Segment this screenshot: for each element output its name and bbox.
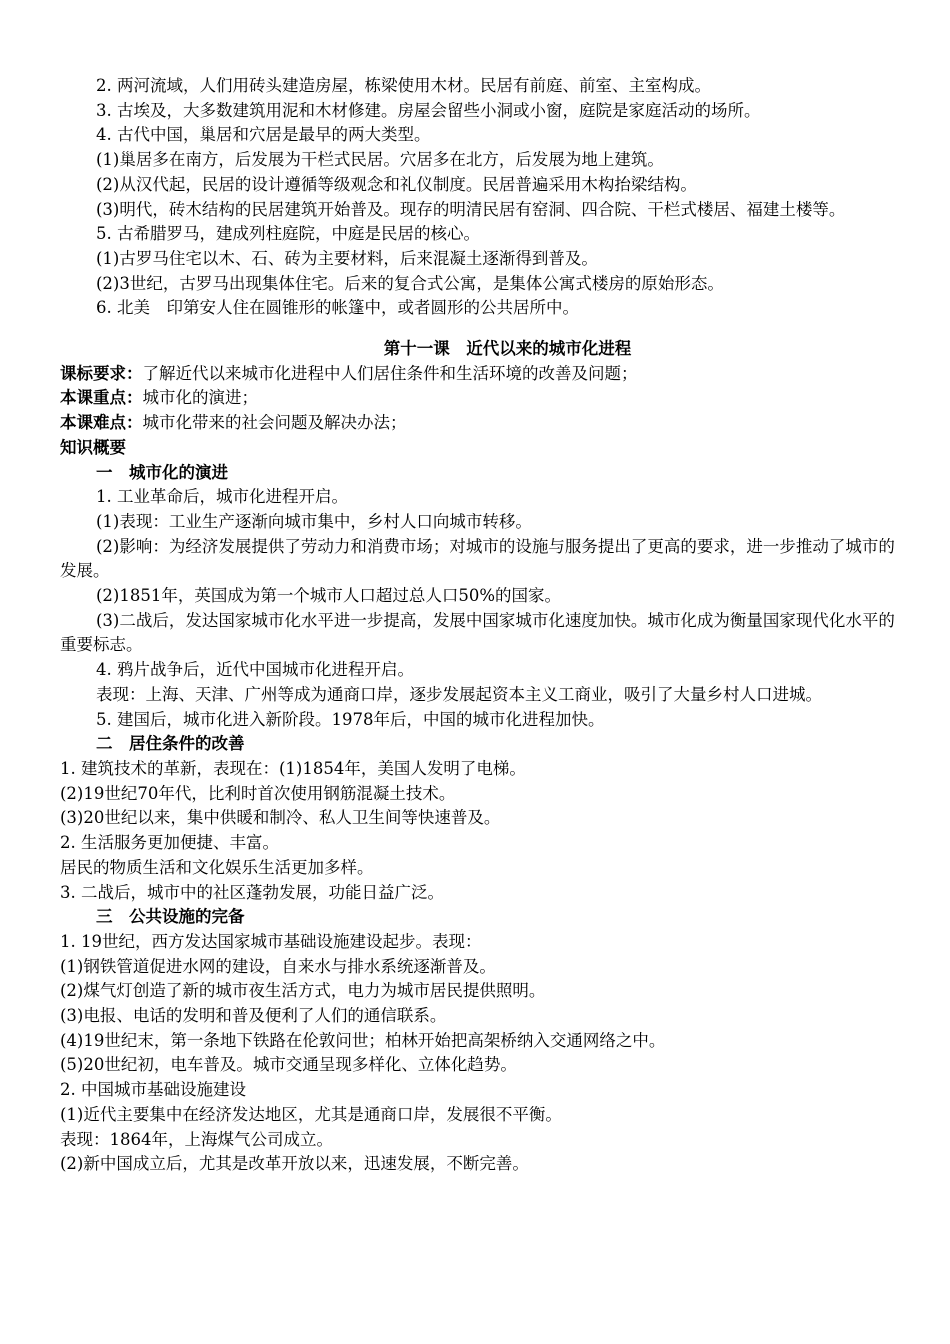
requirement-text: 了解近代以来城市化进程中人们居住条件和生活环境的改善及问题； [142, 363, 638, 383]
paragraph: (3)20世纪以来，集中供暖和制冷、私人卫生间等快速普及。 [60, 808, 501, 828]
key-text: 城市化的演进； [142, 388, 258, 408]
paragraph: 表现：上海、天津、广州等成为通商口岸，逐步发展起资本主义工商业，吸引了大量乡村人口进城。 [96, 684, 822, 704]
paragraph: (1)表现：工业生产逐渐向城市集中，乡村人口向城市转移。 [96, 511, 532, 531]
lesson-requirement [60, 362, 895, 387]
paragraph: (4)19世纪末，第一条地下铁路在伦敦问世；柏林开始把高架桥纳入交通网络之中。 [60, 1030, 666, 1050]
paragraph: (3)二战后，发达国家城市化水平进一步提高，发展中国家城市化速度加快。城市化成为衡量国家现代化水平的重要标志。 [60, 610, 895, 655]
paragraph: 3. 古埃及，大多数建筑用泥和木材修建。房屋会留些小洞或小窗，庭院是家庭活动的场所。 [96, 100, 761, 120]
paragraph: (2)煤气灯创造了新的城市夜生活方式，电力为城市居民提供照明。 [60, 981, 546, 1001]
paragraph: 5. 建国后，城市化进入新阶段。1978年后，中国的城市化进程加快。 [96, 709, 605, 729]
paragraph: (2)3世纪，古罗马出现集体住宅。后来的复合式公寓，是集体公寓式楼房的原始形态。 [96, 273, 724, 293]
section-heading: 二 居住条件的改善 [96, 734, 245, 754]
difficulty-text: 城市化带来的社会问题及解决办法； [142, 413, 407, 433]
paragraph: 2. 生活服务更加便捷、丰富。 [60, 833, 279, 853]
document-page [60, 74, 895, 1177]
paragraph: 表现：1864年，上海煤气公司成立。 [60, 1129, 333, 1149]
lesson-difficulty [60, 411, 895, 436]
paragraph: (1)钢铁管道促进水网的建设，自来水与排水系统逐渐普及。 [60, 956, 496, 976]
lesson-key-point [60, 386, 895, 411]
paragraph: (1)巢居多在南方，后发展为干栏式民居。穴居多在北方，后发展为地上建筑。 [96, 150, 664, 170]
key-label: 本课重点： [60, 388, 143, 408]
section-heading: 一 城市化的演进 [96, 462, 228, 482]
paragraph: 3. 二战后，城市中的社区蓬勃发展，功能日益广泛。 [60, 882, 444, 902]
paragraph: (1)近代主要集中在经济发达地区，尤其是通商口岸，发展很不平衡。 [60, 1104, 562, 1124]
paragraph: 1. 建筑技术的革新，表现在：(1)1854年，美国人发明了电梯。 [60, 758, 526, 778]
top-section [60, 74, 895, 321]
paragraph: 2. 两河流域，人们用砖头建造房屋，栋梁使用木材。民居有前庭、前室、主室构成。 [96, 76, 711, 95]
paragraph: (2)1851年，英国成为第一个城市人口超过总人口50%的国家。 [96, 586, 562, 606]
paragraph: (3)电报、电话的发明和普及便利了人们的通信联系。 [60, 1006, 447, 1026]
paragraph: (5)20世纪初，电车普及。城市交通呈现多样化、立体化趋势。 [60, 1055, 517, 1075]
paragraph: 2. 中国城市基础设施建设 [60, 1080, 246, 1100]
section-heading: 三 公共设施的完备 [96, 907, 245, 927]
paragraph: (2)从汉代起，民居的设计遵循等级观念和礼仪制度。民居普遍采用木构抬梁结构。 [96, 174, 697, 194]
paragraph: 1. 19世纪，西方发达国家城市基础设施建设起步。表现： [60, 931, 482, 951]
overview-heading: 知识概要 [60, 437, 126, 457]
requirement-label: 课标要求： [60, 363, 143, 383]
paragraph: 5. 古希腊罗马，建成列柱庭院，中庭是民居的核心。 [96, 224, 480, 244]
paragraph: 居民的物质生活和文化娱乐生活更加多样。 [60, 857, 374, 877]
paragraph: 4. 古代中国，巢居和穴居是最早的两大类型。 [96, 125, 431, 145]
paragraph: (3)明代，砖木结构的民居建筑开始普及。现存的明清民居有窑洞、四合院、干栏式楼居、福建土楼等。 [96, 199, 846, 219]
paragraph: (1)古罗马住宅以木、石、砖为主要材料，后来混凝土逐渐得到普及。 [96, 248, 598, 268]
lesson-title: 第十一课 近代以来的城市化进程 [383, 339, 632, 359]
paragraph: (2)新中国成立后，尤其是改革开放以来，迅速发展，不断完善。 [60, 1154, 529, 1174]
paragraph: (2)19世纪70年代，比利时首次使用钢筋混凝土技术。 [60, 783, 456, 803]
paragraph: 6. 北美 印第安人住在圆锥形的帐篷中，或者圆形的公共居所中。 [96, 298, 579, 318]
paragraph: (2)影响：为经济发展提供了劳动力和消费市场；对城市的设施与服务提出了更高的要求，进一步推动了城市的发展。 [60, 536, 895, 581]
paragraph: 4. 鸦片战争后，近代中国城市化进程开启。 [96, 660, 414, 680]
paragraph: 1. 工业革命后，城市化进程开启。 [96, 487, 348, 507]
difficulty-label: 本课难点： [60, 413, 143, 433]
